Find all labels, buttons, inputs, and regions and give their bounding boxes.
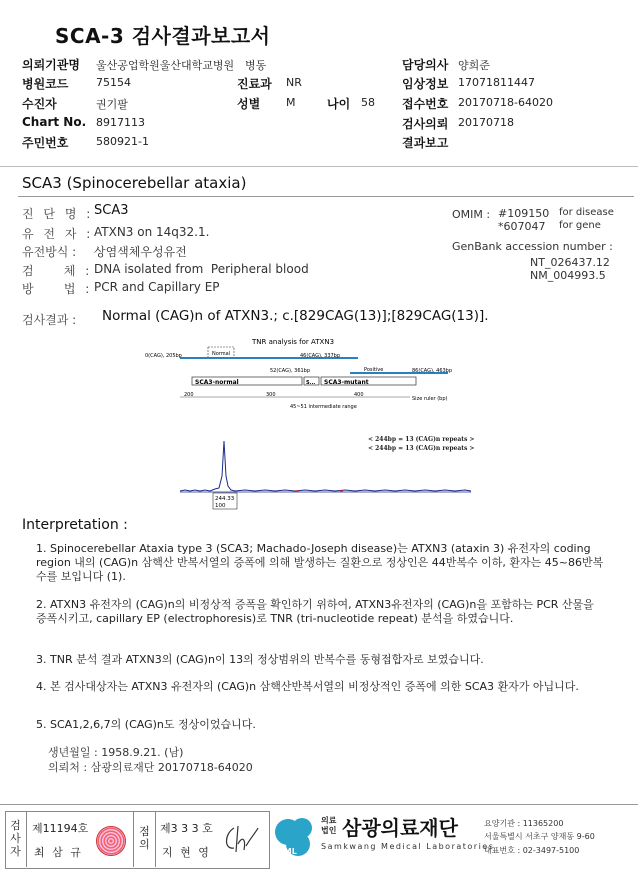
- receipt-label: 접수번호: [402, 97, 449, 111]
- logo-text: SML: [278, 847, 297, 856]
- report-heading-rule: [18, 196, 634, 197]
- examiner-column: [5, 811, 27, 867]
- reviewer-char-2: 의: [139, 838, 150, 851]
- bar-s-label: S...: [306, 380, 316, 386]
- clinic-value: NR: [286, 76, 302, 89]
- peak-size-label: 244.33: [215, 496, 235, 502]
- gene-label: 유 전 자 :: [22, 227, 94, 241]
- reviewer-name: 지 현 영: [162, 846, 211, 859]
- diagnosis-value: SCA3: [94, 203, 129, 218]
- diagram-right-mid: 86(CAG), 463bp: [412, 368, 453, 374]
- omim-disease-note: for disease: [559, 207, 614, 218]
- page-title: SCA-3 검사결과보고서: [55, 24, 271, 48]
- positive-label: Positive: [364, 367, 384, 373]
- repeat-annotation-1: < 244bp = 13 (CAG)n repeats >: [368, 436, 475, 443]
- org-prefix-2: 법인: [321, 826, 337, 835]
- id-label: 주민번호: [22, 136, 69, 150]
- doctor-value: 양희준: [458, 59, 490, 72]
- gene-value: ATXN3 on 14q32.1.: [94, 225, 210, 239]
- department-label: 병동: [245, 59, 267, 72]
- method-label: 방 법 :: [22, 282, 93, 296]
- examiner-char-3: 자: [10, 845, 21, 858]
- report-label: 결과보고: [402, 136, 449, 150]
- chart-value: 8917113: [96, 116, 145, 129]
- examiner-license-no: 제11194호: [32, 822, 89, 835]
- diagnosis-label: 진 단 명 :: [22, 207, 94, 221]
- org-address: 서울특별시 서초구 양재동 9-60: [484, 832, 595, 841]
- report-heading: SCA3 (Spinocerebellar ataxia): [22, 174, 247, 192]
- receipt-value: 20170718-64020: [458, 96, 553, 109]
- reviewer-license-no: 제3 3 3 호: [160, 822, 213, 835]
- tick-200: 200: [184, 392, 194, 398]
- request-value: 20170718: [458, 116, 514, 129]
- interpretation-paragraph-1: 1. Spinocerebellar Ataxia type 3 (SCA3; Machado-Joseph disease)는 ATXN3 (ataxin 3) 유전자의 coding region 내의 (CAG)n 삼핵산 반복서열의 증폭에 의해 발생하는 질환으로 정상인은 44반복수 이하, 환자는 45~86반복수를 보입니다 (1).: [36, 542, 604, 583]
- examiner-char-2: 사: [10, 832, 21, 845]
- tnr-range-diagram: [140, 334, 485, 418]
- clinic-label: 진료과: [237, 77, 272, 91]
- institution-label: 의뢰기관명: [22, 58, 80, 72]
- interpretation-paragraph-2: 2. ATXN3 유전자의 (CAG)n의 비정상적 증폭을 확인하기 위하여, ATXN3유전자의 (CAG)n을 포함하는 PCR 산물을 증폭시키고, capillary EP (electrophoresis)로 TNR (tri-nucleotide repeat) 분석을 하였습니다.: [36, 598, 594, 625]
- diagram-right-top: 46(CAG), 337bp: [300, 353, 341, 359]
- result-value: Normal (CAG)n of ATXN3.; c.[829CAG(13)];[829CAG(13)].: [102, 308, 489, 324]
- omim-gene-id: *607047: [498, 220, 546, 233]
- sex-value: M: [286, 96, 296, 109]
- diagram-left-top: 0(CAG), 205bp: [145, 353, 182, 359]
- repeat-annotation-2: < 244bp = 13 (CAG)n repeats >: [368, 445, 475, 452]
- hospital-code-label: 병원코드: [22, 77, 69, 91]
- interpretation-title: Interpretation :: [22, 517, 128, 533]
- org-prefix-1: 의료: [321, 816, 337, 825]
- interpretation-paragraph-5: 5. SCA1,2,6,7의 (CAG)n도 정상이었습니다.: [36, 718, 256, 731]
- license-number: 요양기관 : 11365200: [484, 819, 564, 828]
- specimen-value: DNA isolated from Peripheral blood: [94, 262, 309, 276]
- request-label: 검사의뢰: [402, 117, 449, 131]
- genbank-label: GenBank accession number :: [452, 240, 613, 253]
- diagram-mid-label: 52(CAG), 361bp: [270, 368, 311, 374]
- result-label: 검사결과 :: [22, 313, 77, 327]
- institution-value: 울산공업학원울산대학교병원: [96, 59, 235, 72]
- clinical-label: 임상정보: [402, 77, 449, 91]
- peak-height-label: 100: [215, 503, 226, 509]
- reviewer-signature-icon: [222, 822, 262, 856]
- genbank-value-1: NT_026437.12: [530, 256, 610, 269]
- intermediate-label: 45~51 intermediate range: [290, 404, 357, 410]
- bar-mutant-label: SCA3-mutant: [324, 379, 369, 386]
- org-phone: 대표번호 : 02-3497-5100: [484, 846, 580, 855]
- org-name: 삼광의료재단: [342, 816, 458, 840]
- omim-gene-note: for gene: [559, 220, 601, 231]
- interpretation-paragraph-3: 3. TNR 분석 결과 ATXN3의 (CAG)n이 13의 정상범위의 반복수를 동형접합자로 보였습니다.: [36, 653, 484, 666]
- chart-label: Chart No.: [22, 115, 87, 129]
- reviewer-column: [133, 811, 156, 867]
- doctor-label: 담당의사: [402, 58, 449, 72]
- size-ruler-label: Size ruler (bp): [412, 396, 448, 402]
- org-english-name: Samkwang Medical Laboratories: [321, 842, 495, 851]
- hospital-code-value: 75154: [96, 76, 131, 89]
- method-value: PCR and Capillary EP: [94, 280, 220, 294]
- interpretation-paragraph-4: 4. 본 검사대상자는 ATXN3 유전자의 (CAG)n 삼핵산반복서열의 비정상적인 증폭에 의한 SCA3 환자가 아닙니다.: [36, 680, 579, 693]
- electropherogram-trace: [180, 441, 471, 491]
- age-label: 나이: [327, 97, 351, 111]
- header-divider: [0, 166, 638, 167]
- specimen-label: 검 체 :: [22, 264, 93, 278]
- figure-title: TNR analysis for ATXN3: [252, 338, 335, 346]
- sml-logo-icon: [272, 812, 318, 860]
- electropherogram: [175, 436, 475, 516]
- inheritance-value: 상염색체우성유전: [94, 245, 187, 259]
- omim-label: OMIM :: [452, 208, 491, 221]
- id-value: 580921-1: [96, 135, 149, 148]
- inheritance-label: 유전방식 :: [22, 245, 77, 259]
- genbank-value-2: NM_004993.5: [530, 269, 606, 282]
- collector-value: 권기팔: [96, 98, 128, 111]
- tick-400: 400: [354, 392, 364, 398]
- examiner-char-1: 검: [10, 819, 21, 832]
- examiner-name: 최 삼 규: [34, 846, 83, 859]
- examiner-seal-icon: [96, 826, 126, 856]
- org-prefix: [321, 816, 336, 836]
- requester-line: 의뢰처 : 삼광의료재단 20170718-64020: [48, 761, 253, 774]
- age-value: 58: [361, 96, 375, 109]
- bar-normal-label: SCA3-normal: [195, 379, 239, 386]
- clinical-value: 17071811447: [458, 76, 535, 89]
- normal-label: Normal: [212, 351, 231, 357]
- omim-disease-id: #109150: [498, 207, 550, 220]
- collector-label: 수진자: [22, 97, 57, 111]
- footer-divider: [0, 804, 638, 805]
- sex-label: 성별: [237, 97, 261, 111]
- date-of-birth: 생년월일 : 1958.9.21. (남): [48, 746, 184, 759]
- tick-300: 300: [266, 392, 276, 398]
- reviewer-char-1: 점: [139, 825, 150, 838]
